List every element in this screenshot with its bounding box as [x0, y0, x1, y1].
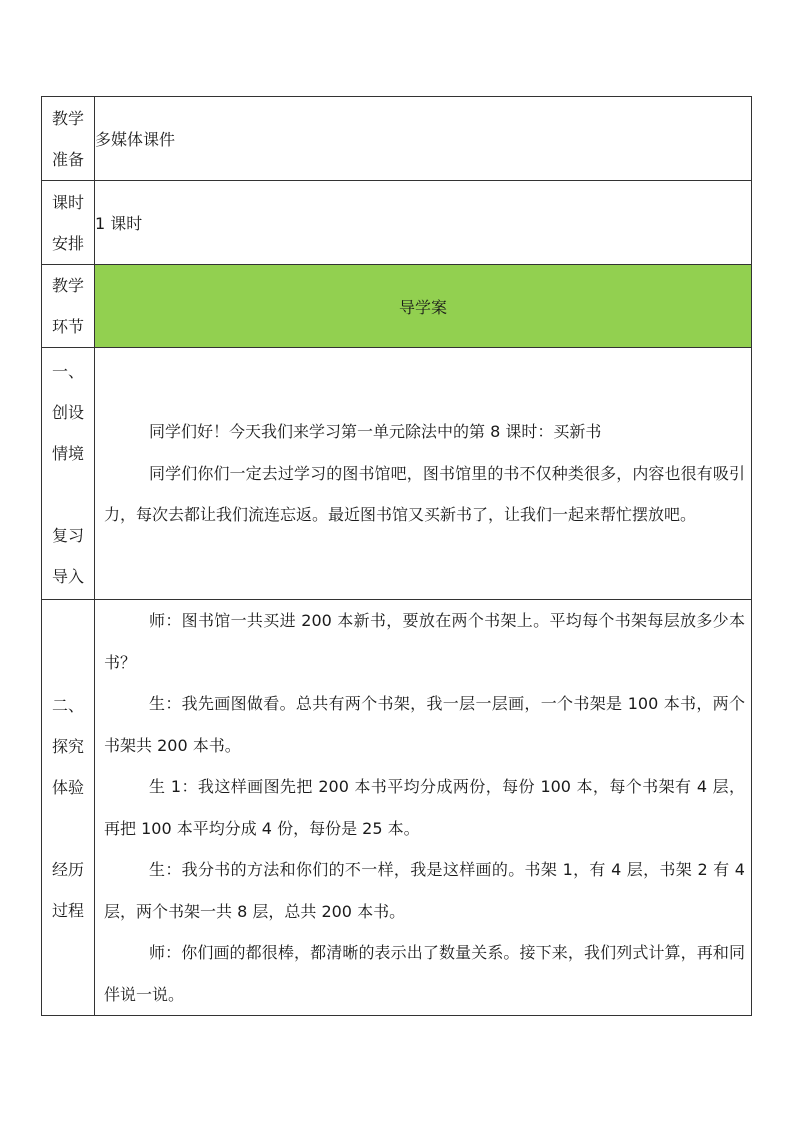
label-line: 经历 — [51, 859, 84, 879]
lesson-plan-table — [41, 96, 752, 1016]
content-explore — [95, 600, 752, 1016]
row-intro — [42, 348, 752, 600]
row-teaching-stage — [42, 265, 752, 348]
label-line: 过程 — [51, 900, 84, 920]
label-line: 创设 — [51, 402, 84, 422]
label-line: 一、 — [51, 361, 84, 381]
paragraph: 同学们你们一定去过学习的图书馆吧，图书馆里的书不仅种类很多，内容也很有吸引力，每次去都让我们流连忘返。最近图书馆又买新书了，让我们一起来帮忙摆放吧。 — [104, 463, 745, 525]
content-class-hours: 1 课时 — [95, 181, 752, 265]
label-line: 教学 — [51, 108, 84, 128]
paragraph: 同学们好！今天我们来学习第一单元除法中的第 8 课时：买新书 — [149, 422, 602, 442]
label-teaching-stage — [42, 265, 95, 348]
label-line: 导入 — [51, 566, 84, 586]
label-explore — [42, 600, 95, 1016]
label-line: 探究 — [51, 736, 84, 756]
label-line: 体验 — [51, 777, 84, 797]
content-teaching-prep: 多媒体课件 — [95, 97, 752, 181]
paragraph: 生 1：我这样画图先把 200 本书平均分成两份，每份 100 本，每个书架有 4 层，再把 100 本平均分成 4 份，每份是 25 本。 — [104, 777, 745, 838]
row-explore — [42, 600, 752, 1016]
label-line: 安排 — [51, 233, 84, 253]
label-line: 准备 — [51, 149, 84, 169]
label-intro — [42, 348, 95, 600]
paragraph: 生：我先画图做看。总共有两个书架，我一层一层画，一个书架是 100 本书，两个书架共 200 本书。 — [104, 694, 745, 755]
row-class-hours — [42, 181, 752, 265]
paragraph: 生：我分书的方法和你们的不一样，我是这样画的。书架 1，有 4 层，书架 2 有 4 层，两个书架一共 8 层，总共 200 本书。 — [104, 860, 745, 921]
label-line: 二、 — [51, 695, 84, 715]
content-intro — [95, 348, 752, 600]
label-line: 环节 — [51, 317, 84, 336]
label-line: 情境 — [51, 443, 84, 463]
paragraph: 师：你们画的都很棒，都清晰的表示出了数量关系。接下来，我们列式计算，再和同伴说一说。 — [104, 943, 745, 1004]
paragraph: 师：图书馆一共买进 200 本新书，要放在两个书架上。平均每个书架每层放多少本书？ — [104, 611, 745, 672]
label-class-hours — [42, 181, 95, 265]
row-teaching-prep — [42, 97, 752, 181]
label-line: 教学 — [51, 276, 84, 295]
content-guided-plan-heading: 导学案 — [95, 265, 752, 348]
label-line: 复习 — [51, 525, 84, 545]
label-teaching-prep — [42, 97, 95, 181]
label-line: 课时 — [51, 192, 84, 212]
